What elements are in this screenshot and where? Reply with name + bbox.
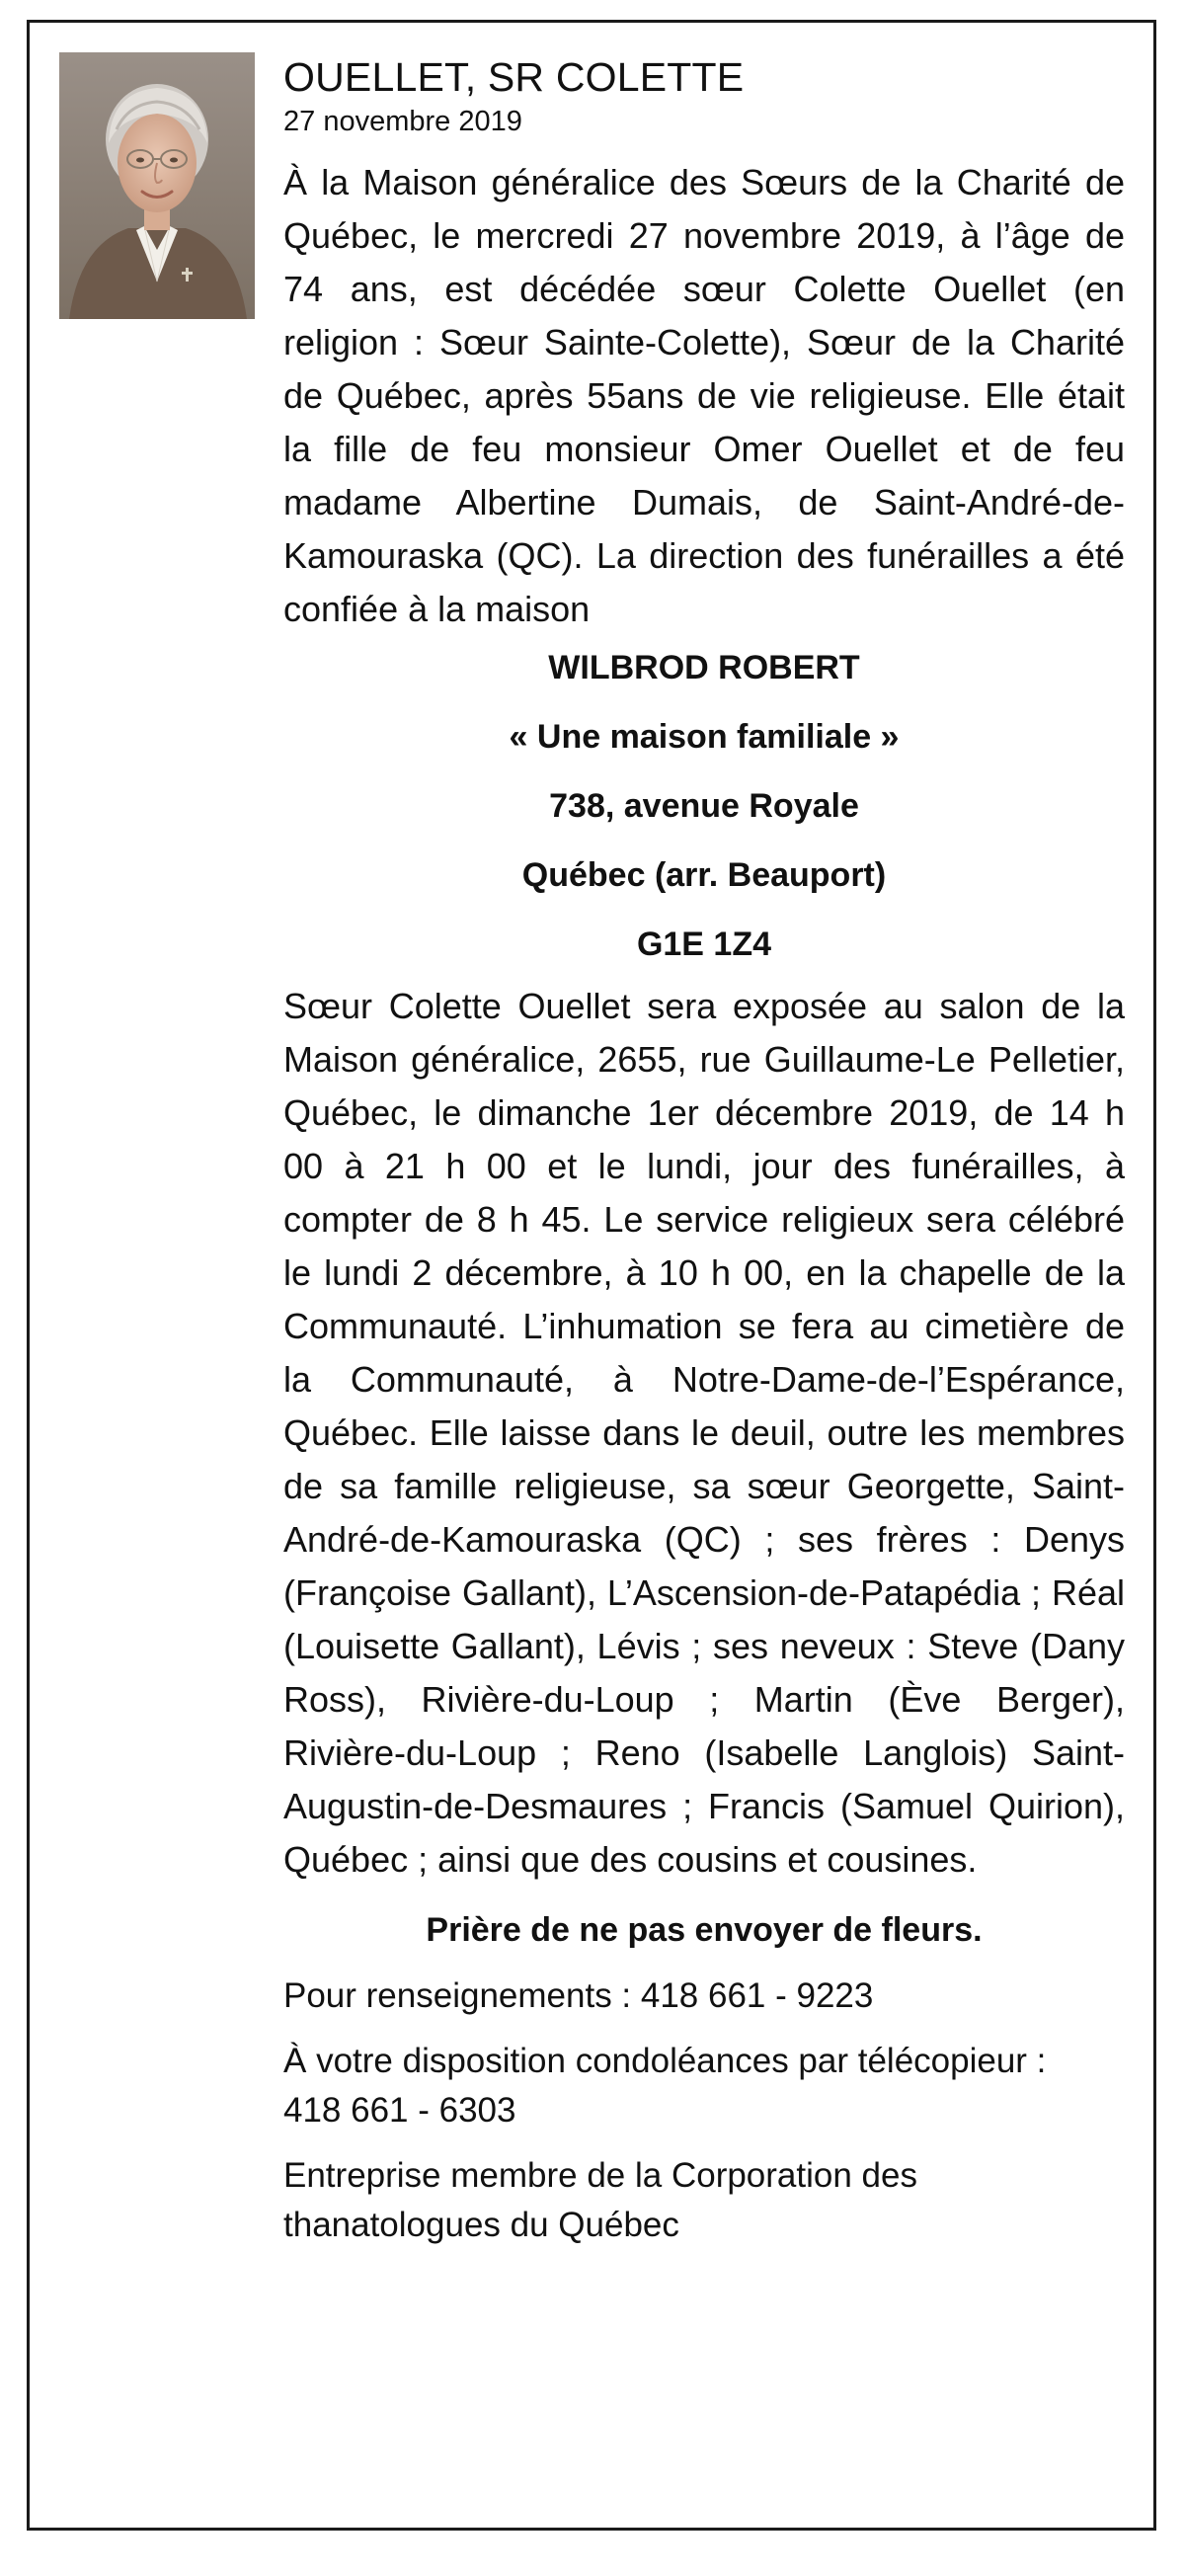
portrait-photo xyxy=(59,52,255,319)
corporation-line-2: thanatologues du Québec xyxy=(283,2206,679,2244)
info-phone: Pour renseignements : 418 661 - 9223 xyxy=(283,1976,874,2015)
corporation-line-1: Entreprise membre de la Corporation des xyxy=(283,2156,917,2195)
death-date: 27 novembre 2019 xyxy=(283,106,522,137)
fax-condolences xyxy=(283,2037,1125,2135)
fax-condolences-label: À votre disposition condoléances par télécopieur : xyxy=(283,2042,1047,2080)
deceased-name: OUELLET, SR COLETTE xyxy=(283,54,745,100)
funeral-home-city: Québec (arr. Beauport) xyxy=(521,856,887,894)
obituary-content xyxy=(283,51,1125,2266)
announcement-paragraph: À la Maison généralice des Sœurs de la Charité de Québec, le mercredi 27 novembre 2019, à l’âge de 74 ans, est décédée sœur Colette Ouellet (en religion : Sœur Sainte-Colette), Sœur de la Charité de Québec, après 55ans de vie religieuse. Elle était la fille de feu monsieur Omer Ouellet et de feu madame Albertine Dumais, de Saint-André-de-Kamouraska (QC). La direction des funérailles a été confiée à la maison xyxy=(283,162,1125,629)
corporation-membership xyxy=(283,2151,1125,2250)
no-flowers-notice: Prière de ne pas envoyer de fleurs. xyxy=(426,1911,983,1949)
funeral-home-name: WILBROD ROBERT xyxy=(548,649,860,686)
funeral-home-address: 738, avenue Royale xyxy=(549,787,859,825)
funeral-home-block xyxy=(283,646,1125,966)
funeral-home-postal-code: G1E 1Z4 xyxy=(636,926,772,963)
fax-number: 418 661 - 6303 xyxy=(283,2091,516,2130)
service-details-paragraph: Sœur Colette Ouellet sera exposée au salon de la Maison généralice, 2655, rue Guillaume-Le Pelletier, Québec, le dimanche 1er décembre 2019, de 14 h 00 à 21 h 00 et le lundi, jour des funérailles, à compter de 8 h 45. Le service religieux sera célébré le lundi 2 décembre, à 10 h 00, en la chapelle de la Communauté. L’inhumation se fera au cimetière de la Communauté, à Notre-Dame-de-l’Espérance, Québec. Elle laisse dans le deuil, outre les membres de sa famille religieuse, sa sœur Georgette, Saint-André-de-Kamouraska (QC) ; ses frères : Denys (Françoise Gallant), L’Ascension-de-Patapédia ; Réal (Louisette Gallant), Lévis ; ses neveux : Steve (Dany Ross), Rivière-du-Loup ; Martin (Ève Berger), Rivière-du-Loup ; Reno (Isabelle Langlois) Saint-Augustin-de-Desmaures ; Francis (Samuel Quirion), Québec ; ainsi que des cousins et cousines. xyxy=(283,986,1125,1880)
funeral-home-slogan: « Une maison familiale » xyxy=(509,718,900,756)
